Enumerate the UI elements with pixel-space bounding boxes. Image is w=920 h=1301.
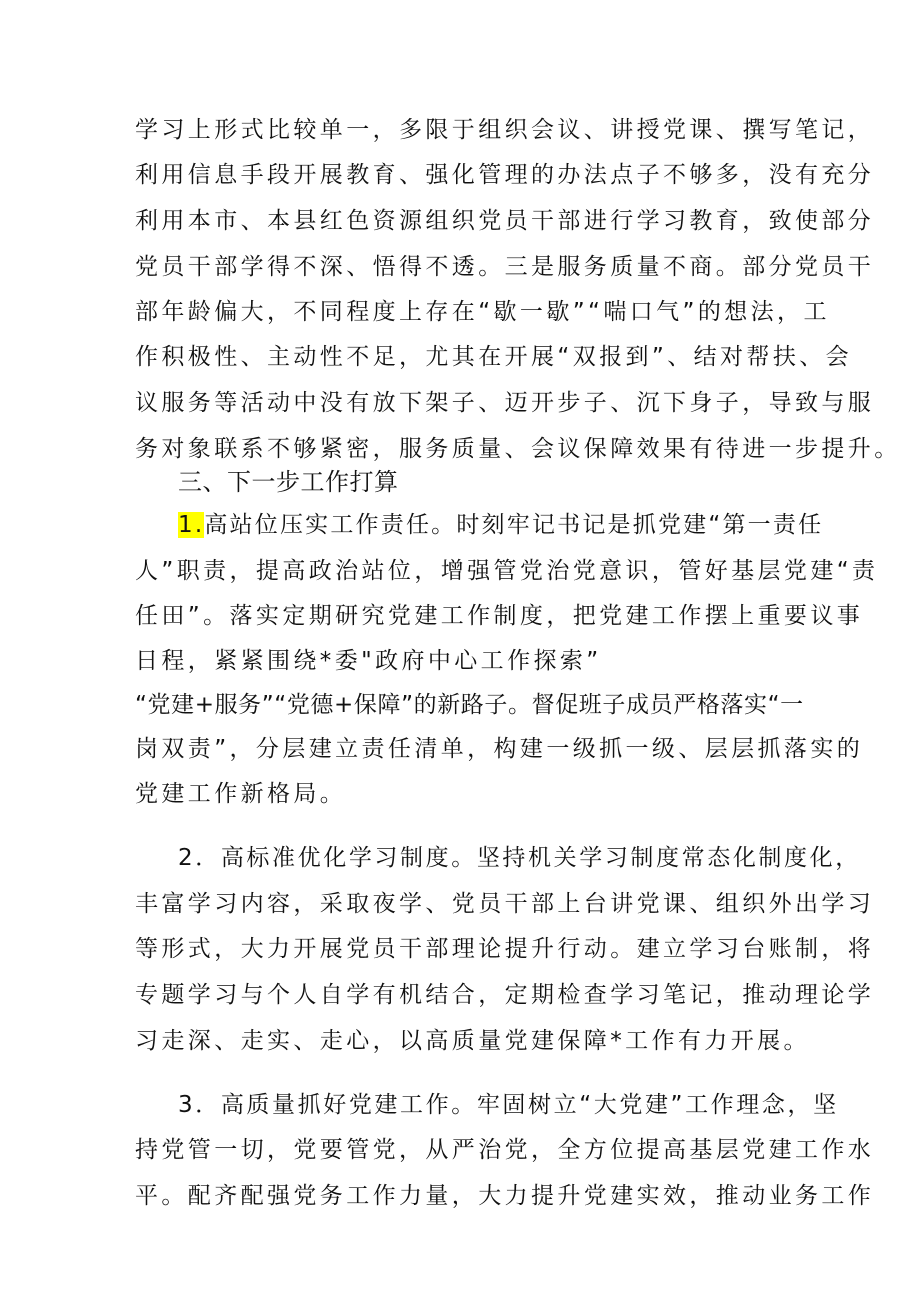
item3-first-line: 3．高质量抓好党建工作。牢固树立“大党建”工作理念，坚 bbox=[178, 1092, 839, 1118]
paragraph-line: “党建+服务”“党德+保障”的新路子。督促班子成员严格落实“一 bbox=[135, 692, 804, 718]
item1-first-line-text: 高站位压实工作责任。时刻牢记书记是抓党建“第一责任 bbox=[204, 512, 824, 538]
paragraph-line: 持党管一切，党要管党，从严治党，全方位提高基层党建工作水 bbox=[135, 1137, 875, 1163]
item2-first-line: 2．高标准优化学习制度。坚持机关学习制度常态化制度化， bbox=[178, 845, 861, 871]
paragraph-line: 专题学习与个人自学有机结合，定期检查学习笔记，推动理论学 bbox=[135, 982, 875, 1008]
paragraph-line: 议服务等活动中没有放下架子、迈开步子、沉下身子，导致与服 bbox=[135, 390, 875, 416]
paragraph-line: 习走深、走实、走心，以高质量党建保障*工作有力开展。 bbox=[135, 1028, 810, 1054]
paragraph-line: 学习上形式比较单一，多限于组织会议、讲授党课、撰写笔记， bbox=[135, 117, 875, 143]
item1-number: 1. bbox=[178, 512, 205, 538]
section-heading: 三、下一步工作打算 bbox=[178, 468, 399, 496]
paragraph-line: 任田”。落实定期研究党建工作制度，把党建工作摆上重要议事 bbox=[135, 603, 864, 629]
paragraph-line: 等形式，大力开展党员干部理论提升行动。建立学习台账制，将 bbox=[135, 936, 875, 962]
paragraph-line: 平。配齐配强党务工作力量，大力提升党建实效，推动业务工作 bbox=[135, 1183, 875, 1209]
paragraph-line: 人”职责，提高政治站位，增强管党治党意识，管好基层党建“责 bbox=[135, 558, 879, 584]
paragraph-line: 务对象联系不够紧密，服务质量、会议保障效果有待进一步提升。 bbox=[135, 436, 901, 462]
paragraph-line: 利用本市、本县红色资源组织党员干部进行学习教育，致使部分 bbox=[135, 208, 875, 234]
item1-first-line bbox=[178, 510, 823, 540]
paragraph-line: 作积极性、主动性不足，尤其在开展“双报到”、结对帮扶、会 bbox=[135, 344, 853, 370]
paragraph-line: 岗双责”，分层建立责任清单，构建一级抓一级、层层抓落实的 bbox=[135, 736, 864, 762]
paragraph-line: 日程，紧紧围绕*委"政府中心工作探索” bbox=[135, 648, 602, 674]
paragraph-line: 党建工作新格局。 bbox=[135, 781, 347, 807]
paragraph-line: 利用信息手段开展教育、强化管理的办法点子不够多，没有充分 bbox=[135, 162, 875, 188]
paragraph-line: 党员干部学得不深、悟得不透。三是服务质量不商。部分党员干 bbox=[135, 254, 875, 280]
paragraph-line: 丰富学习内容，采取夜学、党员干部上台讲党课、组织外出学习 bbox=[135, 891, 875, 917]
paragraph-line: 部年龄偏大，不同程度上存在“歇一歇”“喘口气”的想法，工 bbox=[135, 299, 830, 325]
